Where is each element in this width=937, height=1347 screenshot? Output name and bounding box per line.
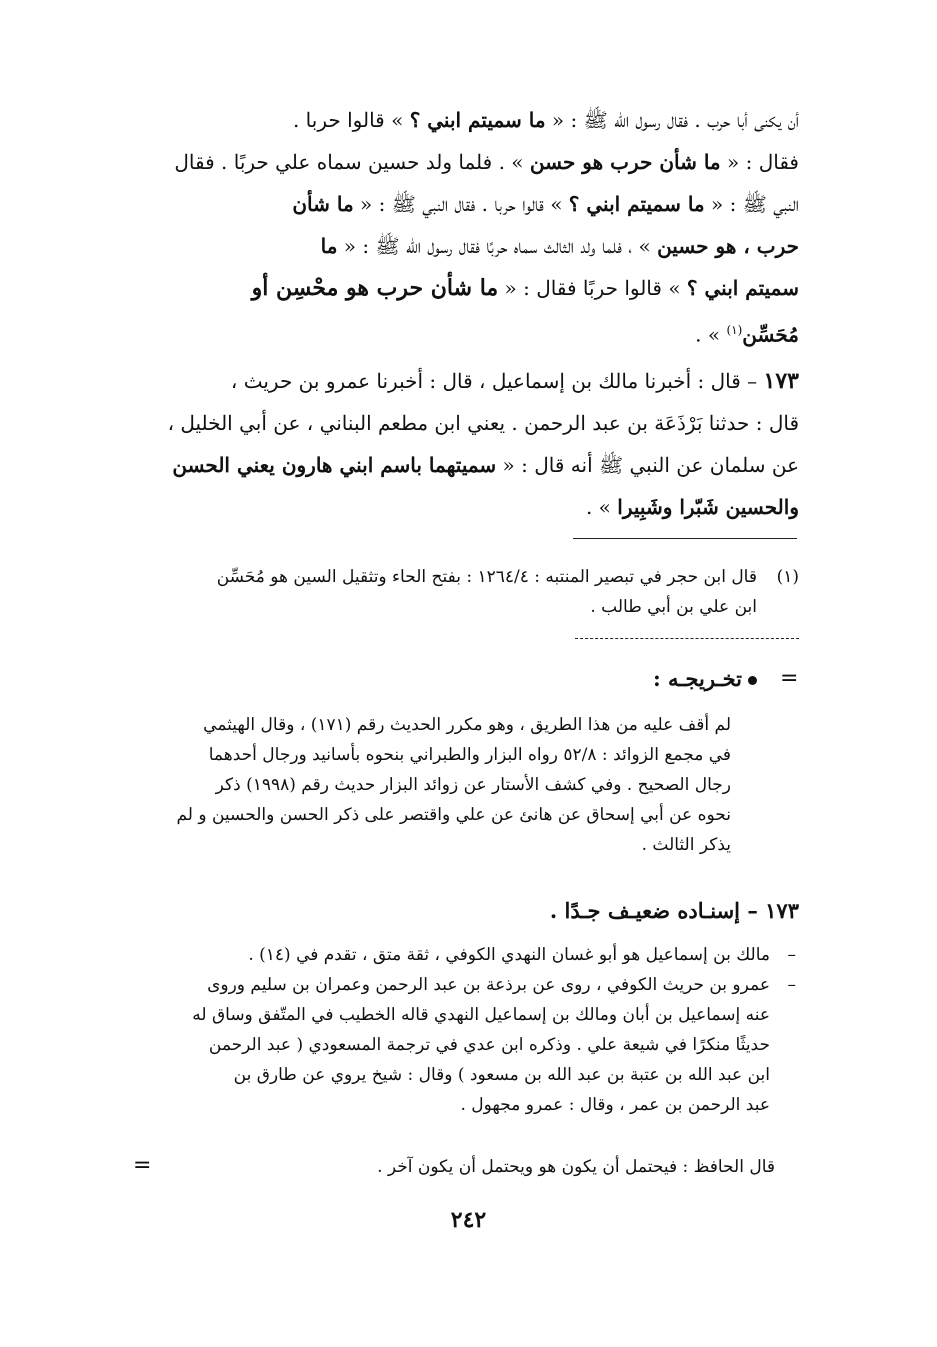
continuation-mark: = [780, 666, 799, 691]
text-line: حرب ، هو حسين » ، فلما ولد الثالث سماه حربًا فقال رسول الله ﷺ : « ما [320, 234, 799, 258]
isnad-heading: ١٧٣ – إسنـاده ضعيـف جـدًا . [549, 898, 799, 923]
text-line: نحوه عن أبي إسحاق عن هانئ عن علي واقتصر على ذكر الحسن والحسين و لم [176, 805, 731, 825]
section-separator [575, 638, 799, 639]
text-line: في مجمع الزوائد : ٥٢/٨ رواه البزار والطبراني بنحوه بأسانيد ورجال أحدهما [208, 745, 731, 765]
text-line: أن يكنى أبا حرب . فقال رسول الله ﷺ : « ما سميتم ابني ؟ » قالوا حربا . [292, 108, 799, 132]
text-line: ١٧٣ – قال : أخبرنا مالك بن إسماعيل ، قال : أخبرنا عمرو بن حريث ، [230, 368, 799, 394]
bullet-icon [748, 676, 757, 685]
text-line: لم أقف عليه من هذا الطريق ، وهو مكرر الحديث رقم (١٧١) ، وقال الهيثمي [203, 715, 731, 735]
text-line: مُحَسِّن$^{(١)}$ » . [695, 322, 799, 347]
footnote [126, 562, 799, 622]
takhrij-text [126, 710, 731, 860]
isnad-last-line: قال الحافظ : فيحتمل أن يكون هو ويحتمل أن يكون آخر . [377, 1157, 775, 1177]
text-line: ابن علي بن أبي طالب . [590, 597, 757, 617]
list-item: – مالك بن إسماعيل هو أبو غسان النهدي الكوفي ، ثقة متق ، تقدم في (١٤) . [248, 945, 796, 965]
hadith-173 [126, 360, 799, 528]
text-line: عن سلمان عن النبي ﷺ أنه قال : « سميتهما باسم ابني هارون يعني الحسن [172, 453, 799, 477]
footnote-separator [573, 538, 797, 539]
text-line: والحسين شَبّرا وشَبِيرا » . [585, 495, 799, 519]
isnad-list [126, 940, 796, 1120]
continuation-mark: = [133, 1153, 152, 1178]
text-line: فقال : « ما شأن حرب هو حسن » . فلما ولد حسين سماه علي حربًا . فقال [174, 150, 799, 174]
takhrij-heading: تخـريجـه : [653, 666, 757, 691]
footnote-ref: (١) [726, 323, 743, 337]
list-item: – عمرو بن حريث الكوفي ، روى عن برذعة بن عبد الرحمن وعمران بن سليم وروى عنه إسماعيل بن أبان ومالك بن إسماعيل النهدي قاله الخطيب في المتّفق وساق له حديثًا منكرًا في شيعة علي . وذكره ابن عدي في ترجمة المسعودي ( عبد الرحمن ابن عبد الله بن عتبة بن عبد الله بن مسعود ) وقال : شيخ يروي عن طارق بن عبد الرحمن بن عمر ، وقال : عمرو مجهول . [192, 975, 796, 1115]
text-line: رجال الصحيح . وفي كشف الأستار عن زوائد البزار حديث رقم (١٩٩٨) ذكر [215, 775, 731, 795]
text-line: قال : حدثنا بَرْذَعَة بن عبد الرحمن . يعني ابن مطعم البناني ، عن أبي الخليل ، [167, 411, 799, 435]
hadith-number: ١٧٣ [763, 368, 799, 394]
text-line: (١)قال ابن حجر في تبصير المنتبه : ١٢٦٤/٤ : بفتح الحاء وتثقيل السين هو مُحَسِّن [126, 562, 799, 592]
footnote-marker: (١) [776, 567, 799, 587]
text-line: النبي ﷺ : « ما سميتم ابني ؟ » قالوا حربا . فقال النبي ﷺ : « ما شأن [292, 192, 799, 216]
text-line: يذكر الثالث . [641, 835, 731, 855]
text-line: سميتم ابني ؟ » قالوا حربًا فقال : « ما شأن حرب هو محْسِن أو [251, 275, 799, 301]
page-number: ٢٤٢ [450, 1207, 487, 1233]
hadith-text [126, 99, 799, 356]
